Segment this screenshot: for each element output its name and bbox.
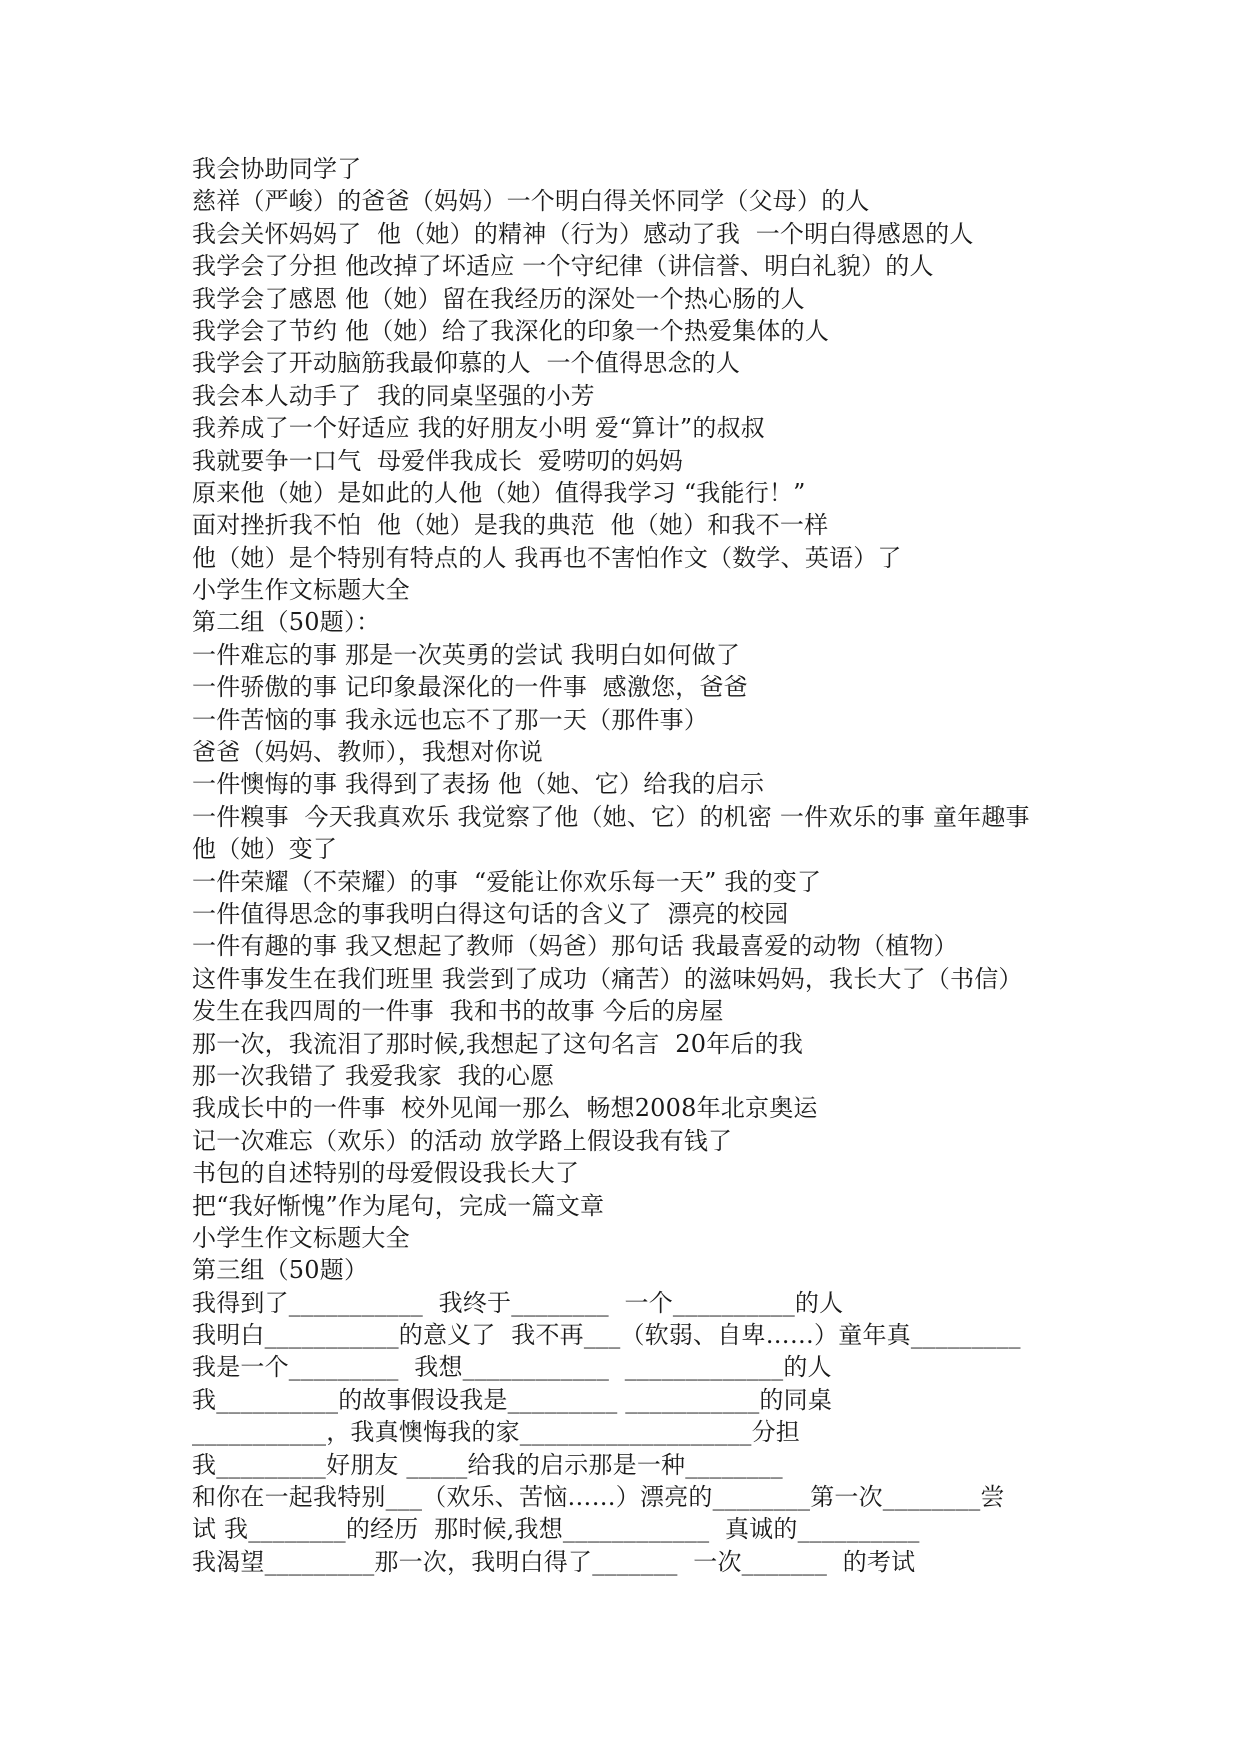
text-line: 一件骄傲的事 记印象最深化的一件事 感激您，爸爸 bbox=[192, 673, 748, 702]
text-line: 一件懊悔的事 我得到了表扬 他（她、它）给我的启示 bbox=[192, 770, 765, 799]
text-line: 发生在我四周的一件事 我和书的故事 今后的房屋 bbox=[192, 997, 724, 1026]
text-line: 那一次，我流泪了那时候,我想起了这句名言 20年后的我 bbox=[192, 1029, 804, 1058]
text-line: 我会本人动手了 我的同桌坚强的小芳 bbox=[192, 381, 595, 410]
fill-blank-line: 我渴望_________那一次，我明白得了_______ 一次_______ 的考试 bbox=[192, 1547, 916, 1576]
text-line: 书包的自述特别的母爱假设我长大了 bbox=[192, 1159, 580, 1188]
text-line: 我学会了感恩 他（她）留在我经历的深处一个热心肠的人 bbox=[192, 284, 805, 313]
text-line: 我就要争一口气 母爱伴我成长 爱唠叨的妈妈 bbox=[192, 446, 684, 475]
text-line: 原来他（她）是如此的人他（她）值得我学习 “我能行！” bbox=[192, 478, 806, 507]
text-line: 一件苦恼的事 我永远也忘不了那一天（那件事） bbox=[192, 705, 709, 734]
text-line: 面对挫折我不怕 他（她）是我的典范 他（她）和我不一样 bbox=[192, 511, 829, 540]
text-line: 一件糗事 今天我真欢乐 我觉察了他（她、它）的机密 一件欢乐的事 童年趣事 bbox=[192, 802, 1030, 831]
fill-blank-line: 我__________的故事假设我是_________ ___________的同桌 bbox=[192, 1385, 833, 1414]
text-line: 把“我好惭愧”作为尾句，完成一篇文章 bbox=[192, 1191, 605, 1220]
text-line: 他（她）是个特别有特点的人 我再也不害怕作文（数学、英语）了 bbox=[192, 543, 902, 572]
section-heading: 小学生作文标题大全 bbox=[192, 1223, 410, 1252]
text-line: 一件值得思念的事我明白得这句话的含义了 漂亮的校园 bbox=[192, 899, 789, 928]
text-line: 记一次难忘（欢乐）的活动 放学路上假设我有钱了 bbox=[192, 1126, 733, 1155]
text-line: 一件荣耀（不荣耀）的事 “爱能让你欢乐每一天” 我的变了 bbox=[192, 867, 822, 896]
fill-blank-line: 我_________好朋友 _____给我的启示那是一种________ bbox=[192, 1450, 783, 1479]
text-line: 慈祥（严峻）的爸爸（妈妈）一个明白得关怀同学（父母）的人 bbox=[192, 187, 870, 216]
text-line: 一件难忘的事 那是一次英勇的尝试 我明白如何做了 bbox=[192, 640, 741, 669]
fill-blank-line: 我得到了___________ 我终于________ 一个__________的人 bbox=[192, 1288, 844, 1317]
section-heading: 小学生作文标题大全 bbox=[192, 576, 410, 605]
text-line: 那一次我错了 我爱我家 我的心愿 bbox=[192, 1061, 555, 1090]
document-body bbox=[192, 153, 1092, 1578]
fill-blank-line: 我明白___________的意义了 我不再___（软弱、自卑……）童年真_________ bbox=[192, 1321, 1021, 1350]
fill-blank-line: ___________，我真懊悔我的家___________________分担 bbox=[192, 1418, 800, 1447]
fill-blank-line: 我是一个_________ 我想____________ _____________的人 bbox=[192, 1353, 832, 1382]
text-line: 我学会了开动脑筋我最仰慕的人 一个值得思念的人 bbox=[192, 349, 741, 378]
text-line: 一件有趣的事 我又想起了教师（妈爸）那句话 我最喜爱的动物（植物） bbox=[192, 932, 958, 961]
text-line: 我会关怀妈妈了 他（她）的精神（行为）感动了我 一个明白得感恩的人 bbox=[192, 219, 974, 248]
text-line: 我养成了一个好适应 我的好朋友小明 爱“算计”的叔叔 bbox=[192, 414, 765, 443]
group-heading: 第三组（50题） bbox=[192, 1256, 369, 1285]
text-line: 我学会了分担 他改掉了坏适应 一个守纪律（讲信誉、明白礼貌）的人 bbox=[192, 252, 934, 281]
text-line: 他（她）变了 bbox=[192, 835, 338, 864]
text-line: 爸爸（妈妈、教师），我想对你说 bbox=[192, 738, 543, 767]
text-line: 这件事发生在我们班里 我尝到了成功（痛苦）的滋味妈妈，我长大了（书信） bbox=[192, 964, 1023, 993]
fill-blank-line: 和你在一起我特别___（欢乐、苦恼……）漂亮的________第一次________尝 bbox=[192, 1483, 1005, 1512]
text-line: 我成长中的一件事 校外见闻一那么 畅想2008年北京奥运 bbox=[192, 1094, 818, 1123]
group-heading: 第二组（50题）： bbox=[192, 608, 381, 637]
text-line: 我会协助同学了 bbox=[192, 155, 362, 183]
text-line: 我学会了节约 他（她）给了我深化的印象一个热爱集体的人 bbox=[192, 316, 830, 345]
fill-blank-line: 试 我________的经历 那时候,我想____________ 真诚的__________ bbox=[192, 1515, 920, 1544]
